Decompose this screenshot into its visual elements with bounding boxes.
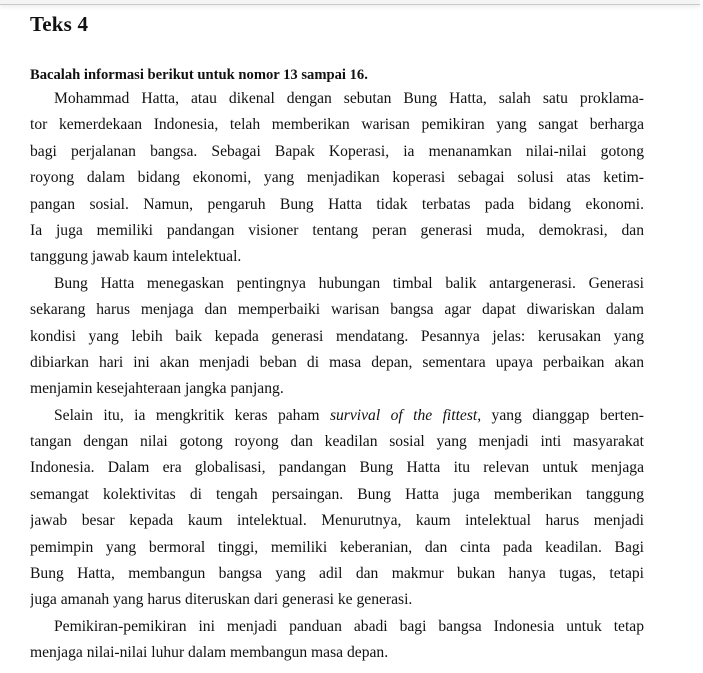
text-line: Bung Hatta menegaskan pentingnya hubungan timbal balik antargenerasi. Generasi — [54, 274, 644, 292]
text-line: royong dalam bidang ekonomi, yang menjadikan koperasi sebagai solusi atas ketim- — [30, 169, 644, 187]
text-line: bagi perjalanan bangsa. Sebagai Bapak Koperasi, ia menanamkan nilai-nilai gotong — [30, 142, 644, 160]
text-line: menjaga nilai-nilai luhur dalam membangun masa depan. — [30, 644, 389, 662]
text-run: , yang dianggap berten- — [477, 406, 644, 424]
text-line: tanggung jawab kaum intelektual. — [30, 248, 242, 266]
paragraph-4 — [30, 614, 644, 667]
text-line: pemimpin yang bermoral tinggi, memiliki keberanian, dan cinta pada keadilan. Bagi — [30, 538, 644, 556]
text-line: tangan dengan nilai gotong royong dan keadilan sosial yang menjadi inti masyarakat — [30, 433, 644, 451]
text-line: dibiarkan hari ini akan menjadi beban di masa depan, sementara upaya perbaikan akan — [30, 353, 644, 371]
text-line: tor kemerdekaan Indonesia, telah memberikan warisan pemikiran yang sangat berharga — [30, 116, 644, 134]
text-line: juga amanah yang harus diteruskan dari generasi ke generasi. — [30, 591, 413, 609]
text-line: semangat kolektivitas di tengah persaingan. Bung Hatta juga memberikan tanggung — [30, 485, 644, 503]
section-title: Teks 4 — [30, 12, 89, 36]
instruction-text: Bacalah informasi berikut untuk nomor 13 sampai 16. — [30, 67, 368, 83]
article-body — [30, 86, 644, 667]
text-line: Ia juga memiliki pandangan visioner tentang peran generasi muda, demokrasi, dan — [30, 221, 644, 239]
text-line: pangan sosial. Namun, pengaruh Bung Hatta tidak terbatas pada bidang ekonomi. — [30, 195, 644, 213]
viewer-top-edge — [0, 0, 700, 5]
text-line: Bung Hatta, membangun bangsa yang adil dan makmur bukan hanya tugas, tetapi — [30, 565, 644, 583]
paragraph-1 — [30, 86, 644, 271]
text-line: kondisi yang lebih baik kepada generasi mendatang. Pesannya jelas: kerusakan yang — [30, 327, 644, 345]
text-line: Indonesia. Dalam era globalisasi, pandangan Bung Hatta itu relevan untuk menjaga — [30, 459, 644, 477]
paragraph-3 — [30, 403, 644, 614]
text-line: menjamin kesejahteraan jangka panjang. — [30, 380, 284, 398]
text-line: Mohammad Hatta, atau dikenal dengan sebutan Bung Hatta, salah satu proklama- — [54, 90, 644, 107]
text-line — [30, 403, 644, 429]
text-run: Selain itu, ia mengkritik keras paham — [54, 406, 330, 424]
paragraph-2 — [30, 271, 644, 403]
text-line: sekarang harus menjaga dan memperbaiki warisan bangsa agar dapat diwariskan dalam — [30, 301, 644, 319]
italic-term: survival of the fittest — [329, 406, 478, 424]
text-line: jawab besar kepada kaum intelektual. Menurutnya, kaum intelektual harus menjadi — [30, 512, 644, 530]
text-line: Pemikiran-pemikiran ini menjadi panduan abadi bagi bangsa Indonesia untuk tetap — [54, 617, 644, 635]
